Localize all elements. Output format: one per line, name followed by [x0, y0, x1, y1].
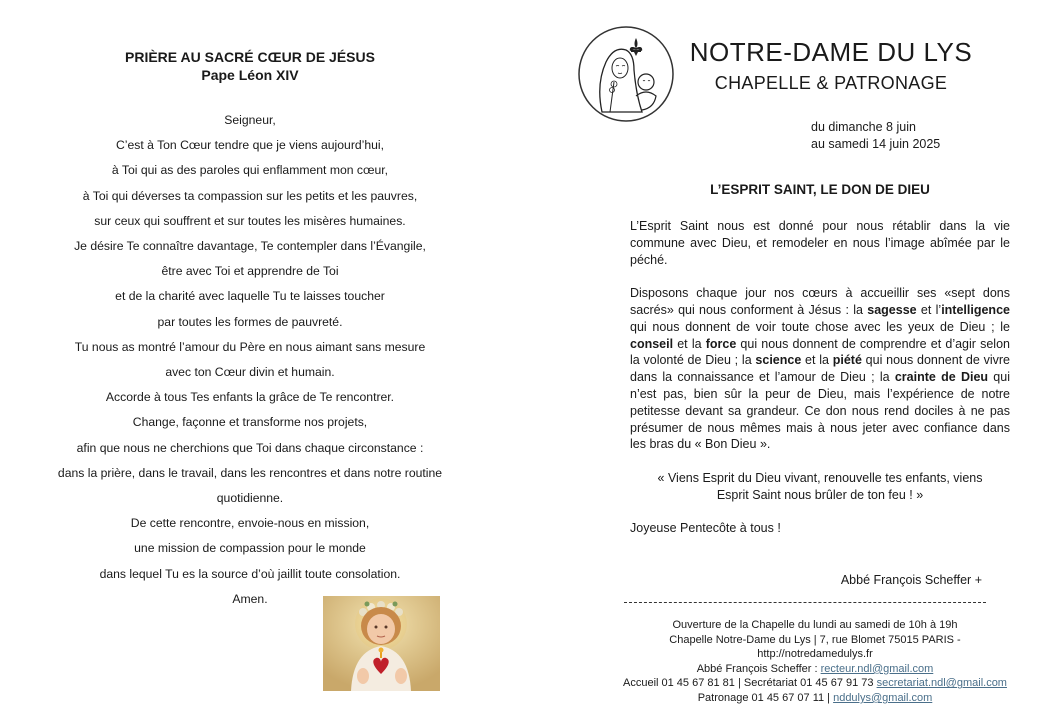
recteur-email-link[interactable]: recteur.ndl@gmail.com — [820, 662, 934, 675]
quote-line-1: « Viens Esprit du Dieu vivant, renouvelle tes enfants, viens — [657, 470, 983, 485]
footer — [606, 618, 1024, 706]
date-line-end: au samedi 14 juin 2025 — [811, 137, 941, 151]
gift-piete: piété — [832, 353, 862, 368]
prayer-line: dans lequel Tu es la source d’où jaillit toute consolation. — [99, 566, 401, 581]
prayer-line: Seigneur, — [224, 113, 276, 127]
gift-intelligence: intelligence — [941, 302, 1010, 317]
prayer-text — [30, 108, 470, 612]
prayer-line: à Toi qui as des paroles qui enflamment mon cœur, — [111, 163, 389, 178]
prayer-line: par toutes les formes de pauvreté. — [157, 314, 343, 329]
patronage-label: Patronage 01 45 67 07 11 | — [697, 691, 834, 704]
text-run: et la — [801, 353, 833, 368]
prayer-line: une mission de compassion pour le monde — [134, 541, 366, 556]
website: http://notredamedulys.fr — [757, 648, 873, 661]
text-run: Disposons chaque jour nos cœurs à accueillir ses «sept dons sacrés» qui nous conforment à Jésus : la — [630, 286, 1010, 317]
secretariat-email-link[interactable]: secretariat.ndl@gmail.com — [876, 677, 1007, 690]
prayer-line: De cette rencontre, envoie-nous en mission, — [130, 516, 370, 531]
text-run: qui nous donnent de comprendre et d’agir selon la volonté de Dieu ; la — [630, 336, 1010, 368]
phones-label: Accueil 01 45 67 81 81 | Secrétariat 01 45 67 91 73 — [623, 677, 877, 690]
article-paragraph-2 — [630, 285, 1010, 453]
org-name: NOTRE-DAME DU LYS — [689, 37, 973, 67]
prayer-line: avec ton Cœur divin et humain. — [165, 365, 335, 380]
footer-divider — [624, 602, 986, 603]
text-run: qui nous donnent de vivre dans la connaissance et l’amour de Dieu ; la — [630, 353, 1010, 385]
prayer-title: PRIÈRE AU SACRÉ CŒUR DE JÉSUS — [125, 49, 375, 65]
contact-label: Abbé François Scheffer : — [696, 662, 821, 675]
prayer-line: et de la charité avec laquelle Tu te laisses toucher — [115, 289, 385, 304]
prayer-line: Tu nous as montré l’amour du Père en nous aimant sans mesure — [74, 339, 426, 354]
gift-crainte-de-dieu: crainte de Dieu — [894, 370, 989, 385]
signature: Abbé François Scheffer + — [840, 573, 982, 587]
prayer-line: être avec Toi et apprendre de Toi — [161, 264, 339, 279]
text-run: et la — [673, 336, 706, 351]
gift-science: science — [755, 353, 802, 368]
gift-conseil: conseil — [630, 336, 674, 351]
virgin-and-child-logo-icon — [576, 24, 676, 124]
prayer-line: Je désire Te connaître davantage, Te contempler dans l’Évangile, — [74, 239, 426, 254]
gift-force: force — [705, 336, 737, 351]
prayer-line: Accorde à tous Tes enfants la grâce de Te rencontrer. — [105, 390, 395, 405]
address: Chapelle Notre-Dame du Lys | 7, rue Blomet 75015 PARIS - — [669, 633, 961, 646]
prayer-line: afin que nous ne cherchions que Toi dans chaque circonstance : — [76, 440, 424, 455]
prayer-line: sur ceux qui souffrent et sur toutes les misères humaines. — [94, 213, 406, 228]
prayer-line: Change, façonne et transforme nos projets, — [132, 415, 368, 430]
prayer-line: quotidienne. — [216, 491, 284, 506]
text-run: et l’ — [916, 302, 942, 317]
prayer-line: dans la prière, dans le travail, dans les rencontres et dans notre routine — [57, 465, 443, 480]
opening-hours: Ouverture de la Chapelle du lundi au samedi de 10h à 19h — [672, 619, 958, 631]
closing-line: Joyeuse Pentecôte à tous ! — [630, 521, 781, 536]
article-paragraph-1: L’Esprit Saint nous est donné pour nous rétablir dans la vie commune avec Dieu, et remodeler en nous l’image abîmée par le péché. — [630, 219, 1010, 267]
date-range — [811, 119, 940, 153]
prayer-amen: Amen. — [232, 591, 268, 606]
prayer-line: à Toi qui déverses ta compassion sur les petits et les pauvres, — [82, 188, 418, 203]
date-line-start: du dimanche 8 juin — [811, 120, 916, 134]
phones-line — [606, 676, 1024, 691]
quote — [630, 470, 1010, 504]
gift-sagesse: sagesse — [867, 302, 917, 317]
article-body — [630, 218, 1010, 554]
patronage-email-link[interactable]: nddulys@gmail.com — [833, 691, 933, 704]
prayer-line: C’est à Ton Cœur tendre que je viens aujourd’hui, — [115, 138, 385, 153]
prayer-author: Pape Léon XIV — [201, 67, 299, 83]
text-run: qui nous donnent de voir toute chose avec les yeux de Dieu ; le — [630, 319, 1010, 334]
sacred-heart-child-jesus-image — [323, 596, 440, 691]
contact-line — [606, 662, 1024, 677]
org-subtitle: CHAPELLE & PATRONAGE — [714, 73, 948, 93]
article-title: L’ESPRIT SAINT, LE DON DE DIEU — [710, 182, 930, 197]
patronage-line — [606, 691, 1024, 706]
prayer-section — [30, 48, 470, 612]
quote-line-2: Esprit Saint nous brûler de ton feu ! » — [716, 487, 924, 502]
text-run: qui n’est pas, bien sûr la peur de Dieu, mais l’expérience de notre petitesse devant sa grandeur. Ce don nous rend dociles à ne pas présumer de nous mêmes mais à nous jeter avec confiance dans les bras du « Bon Dieu ». — [630, 370, 1010, 452]
